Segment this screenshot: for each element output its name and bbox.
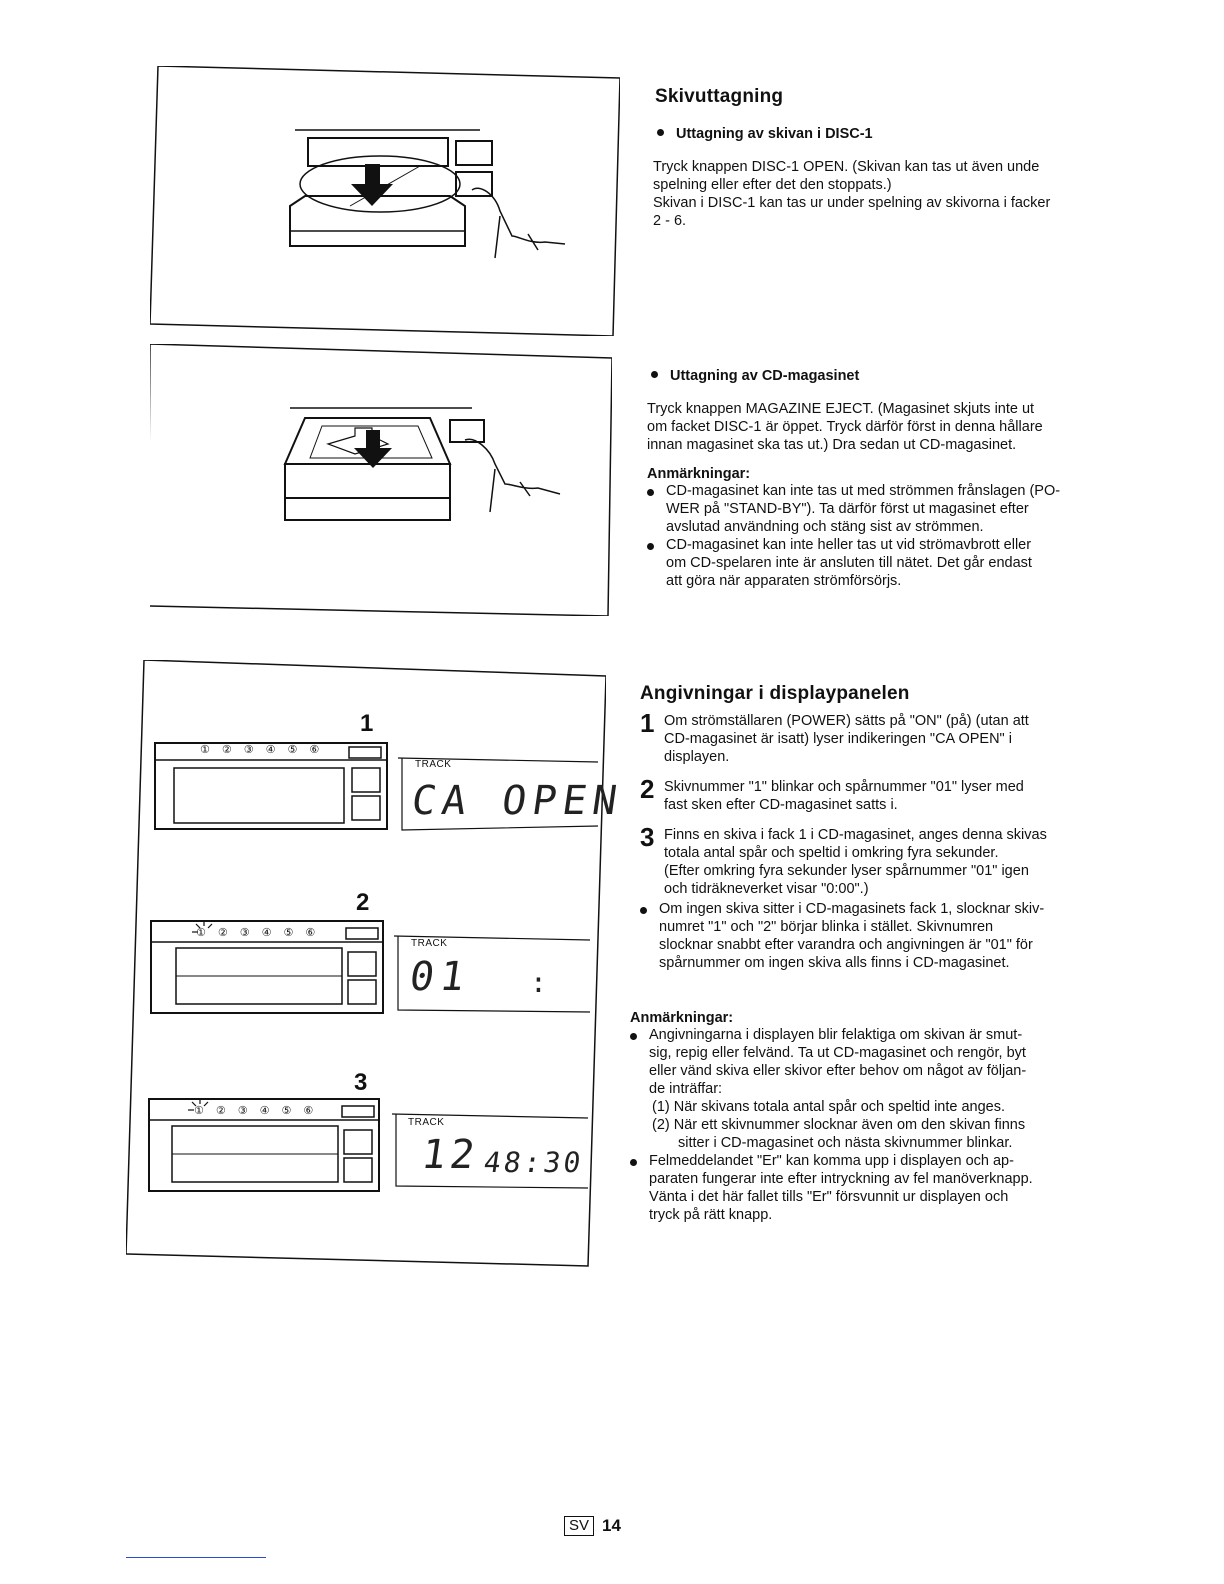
disc-indicator: ②	[221, 744, 244, 756]
text-line: Tryck knappen MAGAZINE EJECT. (Magasinet skjuts inte ut	[647, 401, 1035, 417]
list-item	[640, 708, 1110, 766]
text-line: CD-magasinet kan inte tas ut med strömmen frånslagen (PO-	[666, 483, 1061, 499]
bullet-icon	[630, 1033, 637, 1040]
list-item	[647, 536, 1122, 590]
page-footer	[564, 1516, 621, 1536]
step-number: 3	[354, 1069, 368, 1096]
disc-indicator: ③	[237, 1105, 260, 1117]
disc-indicator-blinking: ①	[196, 927, 218, 939]
disc-indicator: ⑥	[305, 927, 328, 939]
disc-indicator: ③	[239, 927, 262, 939]
bullet-icon	[651, 371, 658, 378]
disc-indicator: ⑥	[303, 1105, 326, 1117]
text-line: eller vänd skiva eller skivor efter behov om något av följan-	[649, 1063, 1027, 1079]
disc-indicator: ④	[259, 1105, 282, 1117]
text-line: Vänta i det här fallet tills "Er" försvunnit ur displayen och	[649, 1189, 1009, 1205]
disc-indicator: ④	[265, 744, 288, 756]
disc-indicator: ②	[217, 927, 240, 939]
text-line: de inträffar:	[649, 1081, 723, 1097]
bullet-icon	[647, 543, 654, 550]
text-line: displayen.	[664, 749, 730, 765]
item-number: 3	[640, 822, 655, 852]
disc-indicator: ⑤	[283, 927, 306, 939]
item-number: 1	[640, 708, 655, 738]
track-label: TRACK	[415, 759, 452, 770]
text-line: spelning eller efter det den stoppats.)	[653, 177, 892, 193]
text-line: sig, repig eller felvänd. Ta ut CD-magasinet och rengör, byt	[649, 1045, 1026, 1061]
bullet-disc1-removal	[657, 126, 1127, 142]
list-item	[640, 822, 1110, 898]
text-line: Skivan i DISC-1 kan tas ur under spelning av skivorna i facker	[653, 195, 1051, 211]
text-line: totala antal spår och speltid i omkring fyra sekunder.	[664, 845, 999, 861]
page-number: 14	[602, 1516, 621, 1535]
lcd-track-number: 01	[406, 954, 474, 1000]
section-title-disc-removal: Skivuttagning	[655, 86, 784, 107]
bullet-icon	[647, 489, 654, 496]
text-line: fast sken efter CD-magasinet satts i.	[664, 797, 898, 813]
notes-heading: Anmärkningar:	[647, 466, 751, 482]
disc-indicator: ②	[215, 1105, 238, 1117]
text-line: avslutad användning och stäng sist av strömmen.	[666, 519, 984, 535]
step-number: 2	[356, 889, 370, 916]
bullet-icon	[630, 1159, 637, 1166]
sub-item: (1) När skivans totala antal spår och speltid inte anges.	[652, 1099, 1006, 1115]
step-number: 1	[360, 710, 374, 737]
list-item	[647, 482, 1122, 536]
text-line: om facket DISC-1 är öppet. Tryck därför först in denna hållare	[647, 419, 1043, 435]
list-item	[630, 1026, 1110, 1098]
text-line: tryck på rätt knapp.	[649, 1207, 773, 1223]
text-line: att göra när apparaten strömförsörjs.	[666, 573, 902, 589]
list-item	[640, 774, 1110, 814]
text-line: Felmeddelandet "Er" kan komma upp i displayen och ap-	[649, 1153, 1014, 1169]
text-line: Finns en skiva i fack 1 i CD-magasinet, anges denna skivas	[664, 827, 1047, 843]
text-line: om CD-spelaren inte är ansluten till nätet. Det går endast	[666, 555, 1032, 571]
lcd-track-number: 12	[418, 1132, 482, 1178]
bullet-magazine-removal	[651, 368, 1121, 384]
text-line: Angivningarna i displayen blir felaktiga om skivan är smut-	[649, 1027, 1023, 1043]
text-line: numret "1" och "2" börjar blinka i stället. Skivnumren	[659, 919, 994, 935]
language-badge: SV	[564, 1516, 594, 1536]
divider	[126, 1557, 266, 1558]
disc-indicator: ①	[200, 744, 222, 756]
sub-item: (2) När ett skivnummer slocknar även om den skivan finns	[652, 1117, 1026, 1133]
text-line: CD-magasinet kan inte heller tas ut vid strömavbrott eller	[666, 537, 1032, 553]
text-line: CD-magasinet är isatt) lyser indikeringen "CA OPEN" i	[664, 731, 1012, 747]
track-label: TRACK	[408, 1117, 445, 1128]
notes-block-2	[630, 1010, 1110, 1224]
notes-heading: Anmärkningar:	[630, 1010, 734, 1026]
text-line: och tidräkneverket visar "0:00".)	[664, 881, 869, 897]
disc-indicator: ⑤	[287, 744, 310, 756]
bullet-icon	[640, 907, 647, 914]
disc-indicator: ④	[261, 927, 284, 939]
bullet-heading: Uttagning av skivan i DISC-1	[676, 126, 873, 142]
figure-magazine-eject	[150, 344, 612, 616]
text-line: Tryck knappen DISC-1 OPEN. (Skivan kan tas ut även unde	[653, 159, 1040, 175]
lcd-readout-ca-open: CA OPEN	[408, 778, 626, 824]
numbered-list	[640, 708, 1110, 972]
lcd-play-time: 48:30	[481, 1146, 586, 1179]
disc-indicator: ③	[243, 744, 266, 756]
text-line: (Efter omkring fyra sekunder lyser spårnummer "01" igen	[664, 863, 1029, 879]
text-line: slocknar snabbt efter varandra och angivningen är "01" för	[659, 937, 1033, 953]
list-item	[630, 1152, 1110, 1224]
sub-item-continuation: sitter i CD-magasinet och nästa skivnummer blinkar.	[678, 1135, 1013, 1151]
section-title-display-indications: Angivningar i displaypanelen	[640, 683, 910, 704]
item-number: 2	[640, 774, 655, 804]
list-item	[640, 900, 1110, 972]
text-line: Om ingen skiva sitter i CD-magasinets fack 1, slocknar skiv-	[659, 901, 1045, 917]
text-line: paraten fungerar inte efter intryckning av fel manöverknapp.	[649, 1171, 1033, 1187]
track-label: TRACK	[411, 938, 448, 949]
lcd-time-separator: :	[530, 966, 547, 999]
bullet-heading: Uttagning av CD-magasinet	[670, 368, 860, 384]
text-line: WER på "STAND-BY"). Ta därför först ut magasinet efter	[666, 501, 1029, 517]
bullet-icon	[657, 129, 664, 136]
figure-disc-eject	[150, 66, 620, 336]
disc-indicator: ⑥	[309, 744, 332, 756]
text-line: spårnummer om ingen skiva alls finns i CD-magasinet.	[659, 955, 1010, 971]
text-line: Skivnummer "1" blinkar och spårnummer "01" lyser med	[664, 779, 1024, 795]
disc-indicator-blinking: ①	[194, 1105, 216, 1117]
text-line: Om strömställaren (POWER) sätts på "ON" (på) (utan att	[664, 713, 1029, 729]
disc-indicator: ⑤	[281, 1105, 304, 1117]
text-line: innan magasinet ska tas ut.) Dra sedan ut CD-magasinet.	[647, 437, 1017, 453]
notes-block-1	[647, 466, 1122, 590]
text-line: 2 - 6.	[653, 213, 687, 229]
